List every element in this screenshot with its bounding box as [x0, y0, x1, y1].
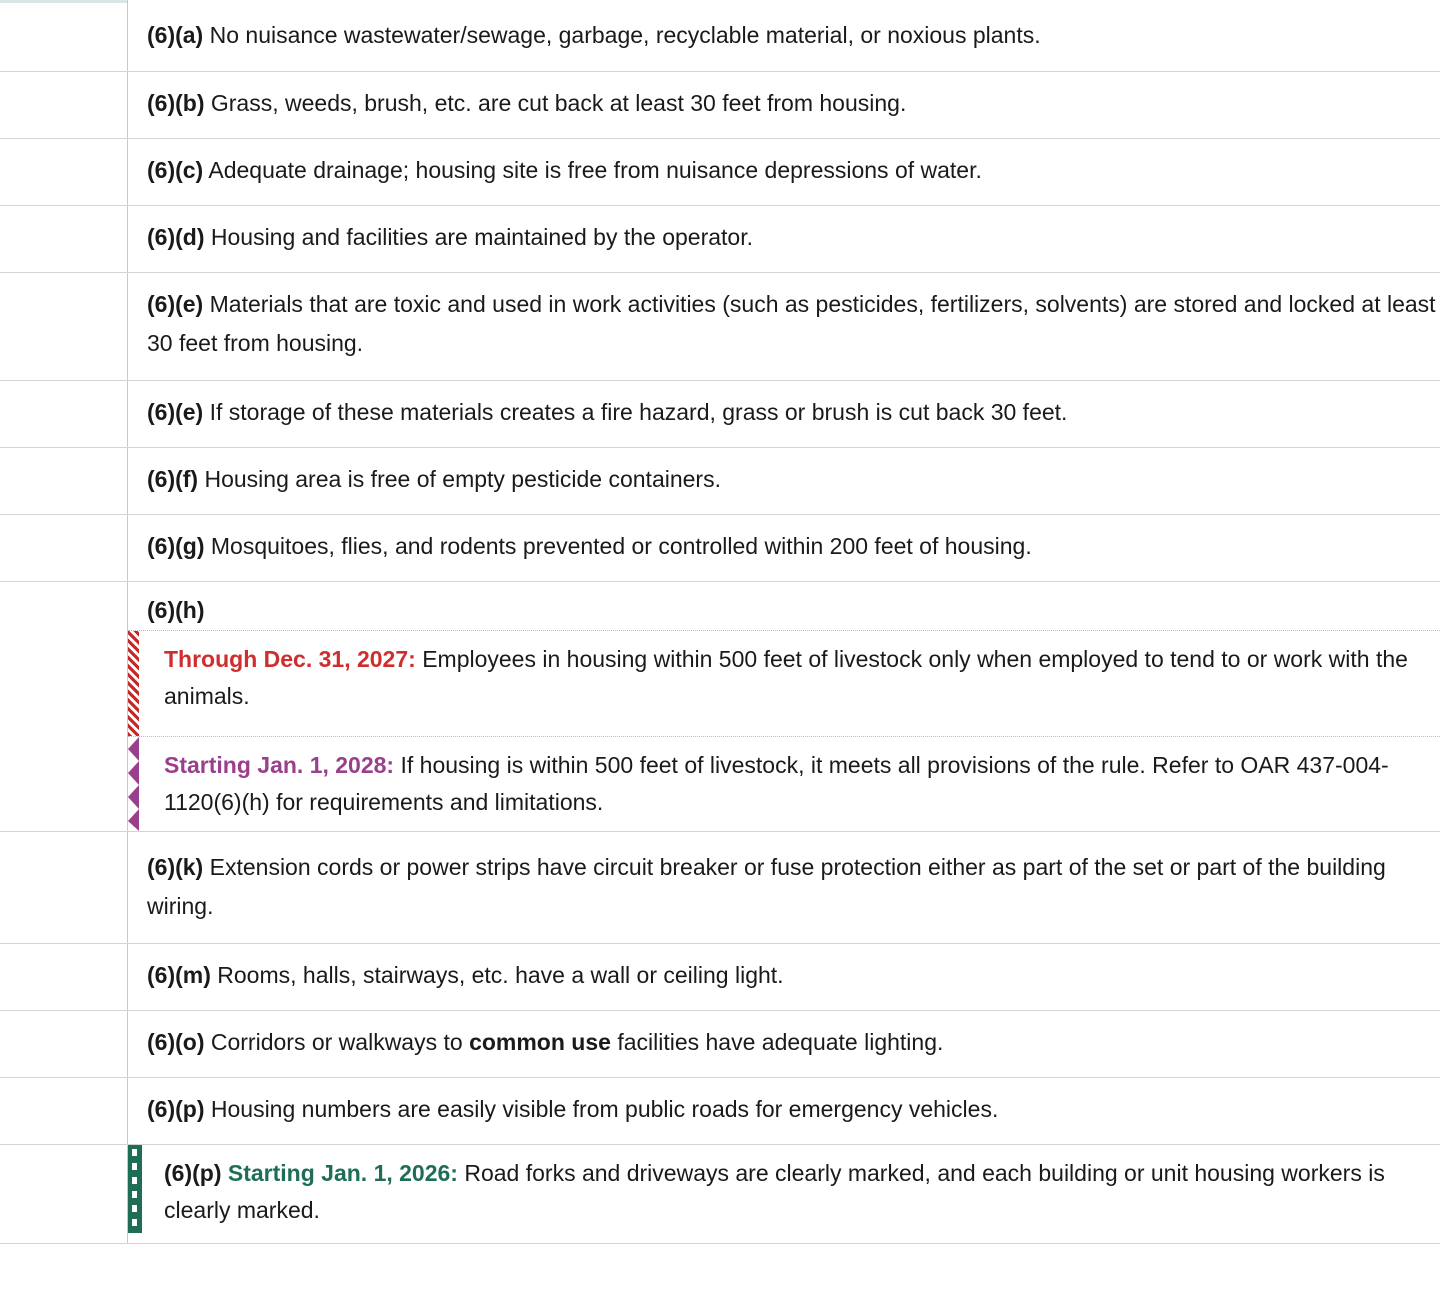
item-text: (6)(f) Housing area is free of empty pesticide containers. — [147, 466, 721, 492]
item-code: (6)(m) — [147, 962, 211, 988]
item-text: (6)(e) If storage of these materials creates a fire hazard, grass or brush is cut back 30 feet. — [147, 399, 1068, 425]
check-cell[interactable] — [0, 381, 128, 447]
table-row — [0, 206, 1440, 273]
item-code: (6)(b) — [147, 90, 205, 116]
check-cell[interactable] — [0, 832, 128, 943]
item-text: (6)(g) Mosquitoes, flies, and rodents prevented or controlled within 200 feet of housing. — [147, 533, 1032, 559]
table-row — [0, 381, 1440, 448]
table-row — [0, 944, 1440, 1011]
item-code: (6)(g) — [147, 533, 205, 559]
check-cell[interactable] — [0, 448, 128, 514]
table-row — [0, 515, 1440, 582]
table-row — [0, 72, 1440, 139]
check-cell[interactable] — [0, 206, 128, 272]
item-text — [128, 582, 1440, 831]
item-text: (6)(d) Housing and facilities are maintained by the operator. — [147, 224, 753, 250]
item-text: (6)(e) Materials that are toxic and used in work activities (such as pesticides, fertilizers, solvents) are stored and locked at least 30 feet from housing. — [147, 291, 1436, 356]
green-chain-marker — [128, 1145, 142, 1234]
table-row — [0, 832, 1440, 944]
table-row — [0, 139, 1440, 206]
item-text: (6)(c) Adequate drainage; housing site is free from nuisance depressions of water. — [147, 157, 982, 183]
item-code: (6)(k) — [147, 854, 204, 880]
item-text: (6)(m) Rooms, halls, stairways, etc. have a wall or ceiling light. — [147, 962, 784, 988]
check-cell[interactable] — [0, 1011, 128, 1077]
item-code: (6)(o) — [147, 1029, 205, 1055]
item-code: (6)(d) — [147, 224, 205, 250]
item-code: (6)(e) — [147, 291, 204, 317]
item-code: (6)(p) — [147, 1096, 205, 1122]
starting-date-label: Starting Jan. 1, 2026: — [227, 1160, 458, 1186]
check-cell[interactable] — [0, 1078, 128, 1144]
check-cell[interactable] — [0, 273, 128, 380]
item-text: (6)(o) Corridors or walkways to common use facilities have adequate lighting. — [147, 1029, 944, 1055]
item-text: (6)(b) Grass, weeds, brush, etc. are cut back at least 30 feet from housing. — [147, 90, 907, 116]
table-row — [0, 1011, 1440, 1078]
through-date-label: Through Dec. 31, 2027: — [164, 646, 416, 672]
table-row — [0, 448, 1440, 515]
item-code: (6)(p) — [164, 1160, 222, 1186]
table-row — [0, 273, 1440, 381]
check-cell[interactable] — [0, 0, 128, 71]
through-2027-rule: Through Dec. 31, 2027: Employees in housing within 500 feet of livestock only when employed to tend to or work with the animals. — [128, 630, 1440, 737]
starting-2028-rule: Starting Jan. 1, 2028: If housing is within 500 feet of livestock, it meets all provisions of the rule. Refer to OAR 437-004-1120(6)(h) for requirements and limitations. — [128, 737, 1440, 831]
starting-2026-rule: (6)(p) Starting Jan. 1, 2026: Road forks and driveways are clearly marked, and each building or unit housing workers is clearly marked. — [128, 1145, 1440, 1244]
item-code: (6)(e) — [147, 399, 204, 425]
item-text — [128, 1145, 1440, 1243]
check-cell[interactable] — [0, 582, 128, 831]
table-row — [0, 1078, 1440, 1145]
item-code: (6)(c) — [147, 157, 204, 183]
check-cell[interactable] — [0, 139, 128, 205]
item-text: (6)(a) No nuisance wastewater/sewage, garbage, recyclable material, or noxious plants. — [147, 22, 1041, 48]
purple-zigzag-marker — [128, 737, 139, 831]
item-code: (6)(a) — [147, 22, 204, 48]
item-text: (6)(k) Extension cords or power strips have circuit breaker or fuse protection either as part of the set or part of the building wiring. — [147, 854, 1386, 919]
check-cell[interactable] — [0, 1145, 128, 1243]
check-cell[interactable] — [0, 944, 128, 1010]
check-cell[interactable] — [0, 72, 128, 138]
table-row-h — [0, 582, 1440, 832]
item-text: (6)(p) Housing numbers are easily visible from public roads for emergency vehicles. — [147, 1096, 999, 1122]
table-row — [0, 0, 1440, 72]
defined-term: common use — [469, 1029, 611, 1055]
red-stripe-marker — [128, 631, 139, 736]
starting-date-label: Starting Jan. 1, 2028: — [164, 752, 395, 778]
check-cell[interactable] — [0, 515, 128, 581]
table-row-p2 — [0, 1145, 1440, 1244]
item-code: (6)(h) — [147, 597, 205, 623]
item-code: (6)(f) — [147, 466, 199, 492]
